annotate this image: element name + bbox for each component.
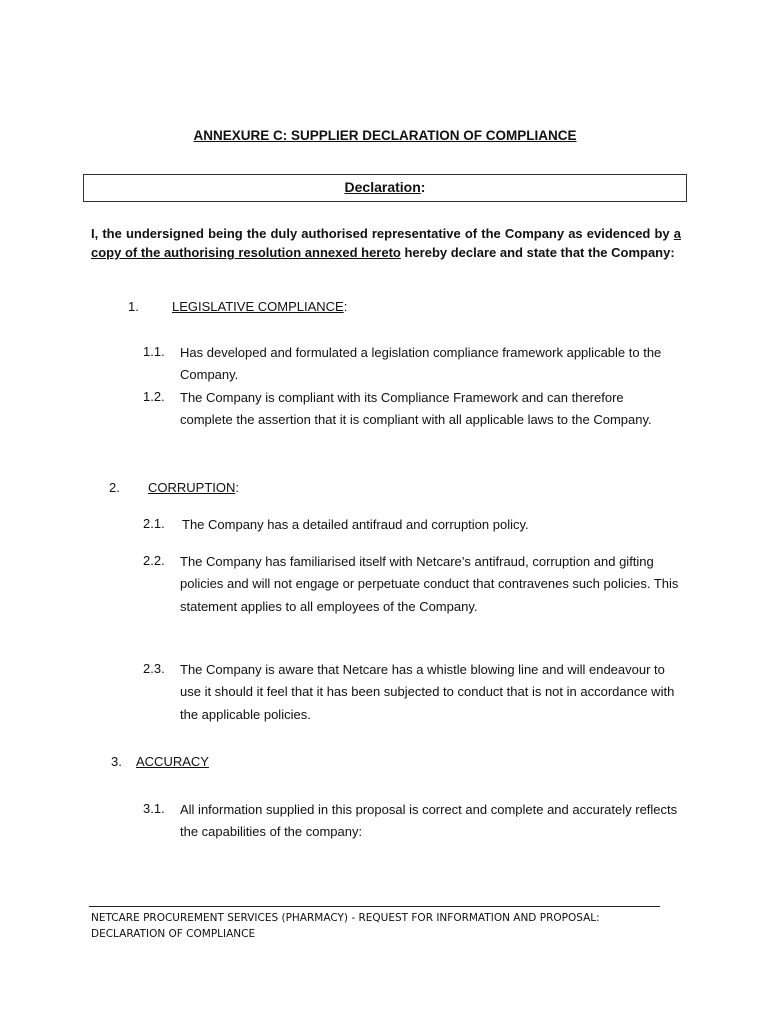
section-2-heading-text: CORRUPTION: [148, 480, 236, 495]
item-2-1-text: The Company has a detailed antifraud and corruption policy.: [182, 517, 529, 532]
section-3-heading: [136, 754, 209, 769]
declaration-box: [83, 174, 687, 202]
item-2-3-text: The Company is aware that Netcare has a whistle blowing line and will endeavour to use it should it feel that it has been subjected to conduct that is not in accordance with the applicable policies.: [180, 662, 675, 722]
item-1-2-number: 1.2.: [143, 389, 165, 404]
intro-underlined: a copy of the authorising resolution annexed hereto: [91, 226, 681, 260]
item-1-1-number: 1.1.: [143, 344, 165, 359]
item-3-1-text: All information supplied in this proposal is correct and complete and accurately reflects the capabilities of the company:: [180, 802, 678, 840]
footer-line-2: DECLARATION OF COMPLIANCE: [91, 928, 256, 940]
item-3-1-number: 3.1.: [143, 801, 165, 816]
footer-rule: [89, 906, 660, 907]
item-2-2-number: 2.2.: [143, 553, 165, 568]
section-2-number: 2.: [109, 480, 120, 495]
section-1-heading: [172, 299, 347, 314]
declaration-heading-colon: :: [420, 179, 426, 195]
footer: [91, 910, 691, 942]
intro-paragraph: [91, 224, 681, 262]
intro-text-1: I, the undersigned being the duly authorised representative of the Company as evidenced by: [91, 226, 674, 241]
item-2-3-number: 2.3.: [143, 661, 165, 676]
section-1-number: 1.: [128, 299, 139, 314]
document-title: ANNEXURE C: SUPPLIER DECLARATION OF COMPLIANCE: [193, 128, 577, 143]
section-3-number: 3.: [111, 754, 122, 769]
declaration-heading: [84, 179, 686, 195]
item-1-2-text: The Company is compliant with its Compliance Framework and can therefore complete the assertion that it is compliant with all applicable laws to the Company.: [180, 390, 652, 428]
section-1-heading-colon: :: [343, 299, 348, 314]
intro-text-2: hereby declare and state that the Company:: [400, 245, 675, 260]
section-2-heading-colon: :: [235, 480, 240, 495]
declaration-heading-text: Declaration: [344, 179, 421, 195]
item-1-1-text: Has developed and formulated a legislation compliance framework applicable to the Company.: [180, 345, 662, 383]
item-2-2-text: The Company has familiarised itself with Netcare’s antifraud, corruption and gifting policies and will not engage or perpetuate conduct that contravenes such policies. This statement applies to all employees of the Company.: [180, 554, 679, 614]
section-3-heading-text: ACCURACY: [136, 754, 209, 769]
section-1-heading-text: LEGISLATIVE COMPLIANCE: [172, 299, 344, 314]
section-2-heading: [148, 480, 239, 495]
item-2-1-number: 2.1.: [143, 516, 165, 531]
footer-line-1: NETCARE PROCUREMENT SERVICES (PHARMACY) - REQUEST FOR INFORMATION AND PROPOSAL:: [91, 912, 600, 924]
